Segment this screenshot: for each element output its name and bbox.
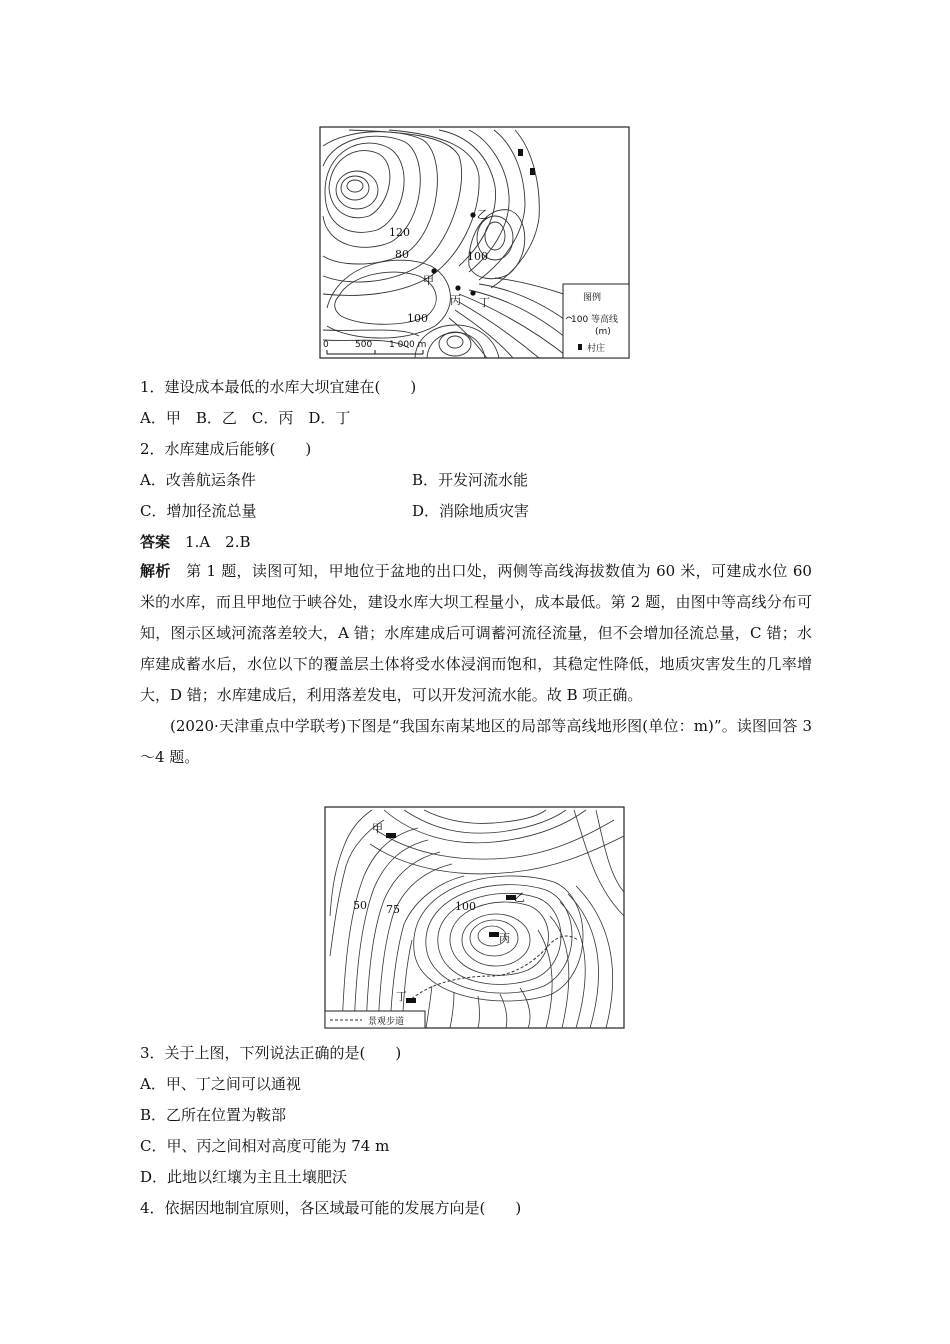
question-2-option-a: A．改善航运条件 [140, 471, 256, 489]
village-marker [530, 168, 535, 175]
question-1-options: A．甲 B．乙 C．丙 D．丁 [140, 409, 351, 427]
analysis-paragraph [140, 556, 812, 711]
label-bing: 丙 [499, 932, 510, 945]
contour-label: 50 [353, 899, 367, 912]
analysis-text: 第 1 题，读图可知，甲地位于盆地的出口处，两侧等高线海拔数值为 60 米，可建成水位 60 米的水库，而且甲地位于峡谷处，建设水库大坝工程量小，成本最低。第 2 题，由图中等高线分布可知，图示区域河流落差较大，A 错；水库建成后可调蓄河流径流量，但不会增加径流总量，C 错；水库建成蓄水后，水位以下的覆盖层土体将受水体浸润而饱和，其稳定性降低，地质灾害发生的几率增大，D 错；水库建成后，利用落差发电，可以开发河流水能。故 B 项正确。 [140, 562, 812, 704]
svg-text:0: 0 [323, 340, 329, 350]
contour-map-2 [324, 806, 626, 1030]
contour-map-2-svg [324, 806, 626, 1030]
label-ding: 丁 [396, 990, 407, 1003]
question-4-stem: 4．依据因地制宜原则，各区域最可能的发展方向是( ) [140, 1199, 522, 1217]
question-3-option-c: C．甲、丙之间相对高度可能为 74 m [140, 1137, 390, 1155]
question-2-option-b: B．开发河流水能 [412, 471, 529, 489]
svg-text:景观步道: 景观步道 [368, 1017, 405, 1027]
label-yi: 乙 [477, 208, 488, 221]
svg-text:图例: 图例 [583, 293, 602, 303]
svg-text:1 000 m: 1 000 m [389, 340, 427, 350]
answer-text: 1.A 2.B [185, 533, 251, 551]
point-jia [431, 268, 436, 273]
contour-label: 80 [395, 248, 409, 261]
label-bing: 丙 [450, 294, 461, 307]
contour-label: 100 [455, 900, 476, 913]
label-yi: 乙 [514, 891, 525, 904]
point-jia [386, 833, 396, 838]
answer-line [140, 532, 251, 552]
map-legend [325, 1011, 425, 1028]
analysis-label: 解析 [140, 562, 171, 580]
point-ding [406, 998, 416, 1003]
answer-label: 答案 [140, 533, 171, 551]
point-yi [470, 212, 475, 217]
contour-label: 120 [389, 226, 410, 239]
question-3-option-a: A．甲、丁之间可以通视 [140, 1075, 301, 1093]
point-ding [470, 290, 475, 295]
contour-map-1 [319, 126, 631, 360]
point-bing [489, 932, 499, 937]
question-1-stem: 1．建设成本最低的水库大坝宜建在( ) [140, 378, 417, 396]
question-2-stem: 2．水库建成后能够( ) [140, 440, 312, 458]
question-3-option-b: B．乙所在位置为鞍部 [140, 1106, 287, 1124]
village-marker [518, 149, 523, 156]
point-bing [455, 285, 460, 290]
intro-paragraph: (2020·天津重点中学联考)下图是“我国东南某地区的局部等高线地形图(单位：m)”。读图回答 3～4 题。 [140, 717, 812, 766]
label-jia: 甲 [423, 274, 434, 287]
question-2-option-d: D．消除地质灾害 [412, 502, 530, 520]
label-jia: 甲 [372, 822, 383, 835]
svg-text:村庄: 村庄 [587, 344, 606, 354]
contour-map-1-svg [319, 126, 631, 360]
contour-label: 75 [386, 903, 400, 916]
svg-text:500: 500 [355, 340, 373, 350]
contour-label: 100 [407, 312, 428, 325]
map-legend [563, 284, 629, 358]
svg-text:100 等高线: 100 等高线 [571, 315, 619, 325]
contour-label: 100 [467, 250, 488, 263]
svg-text:(m): (m) [595, 327, 611, 337]
question-2-option-c: C．增加径流总量 [140, 502, 257, 520]
label-ding: 丁 [479, 296, 490, 309]
question-3-stem: 3．关于上图，下列说法正确的是( ) [140, 1044, 402, 1062]
question-3-option-d: D．此地以红壤为主且土壤肥沃 [140, 1168, 348, 1186]
